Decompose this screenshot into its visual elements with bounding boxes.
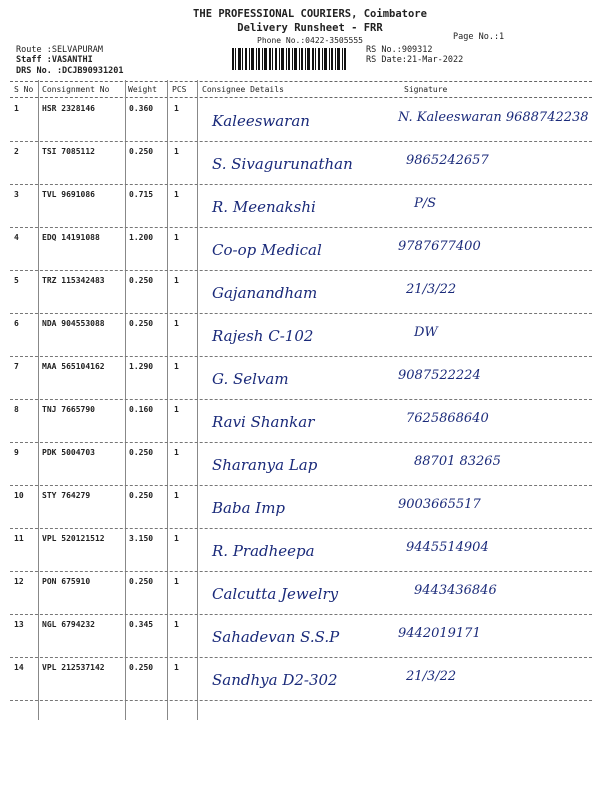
row-sno: 3	[14, 190, 19, 199]
row-consignee-handwritten: Gajanandham	[212, 284, 318, 302]
row-consignee-handwritten: Ravi Shankar	[212, 413, 315, 431]
row-divider	[10, 657, 592, 658]
col-sno: S No	[14, 85, 34, 94]
row-consignment: NGL 6794232	[42, 620, 95, 629]
col-signature: Signature	[404, 85, 448, 94]
row-sno: 10	[14, 491, 24, 500]
row-pcs: 1	[174, 534, 179, 543]
row-consignment: PON 675910	[42, 577, 91, 586]
column-rule	[38, 80, 39, 720]
row-divider	[10, 184, 592, 185]
row-pcs: 1	[174, 233, 179, 242]
row-signature-handwritten: 7625868640	[406, 411, 489, 426]
row-pcs: 1	[174, 405, 179, 414]
drs-number: DRS No. :DCJB90931201	[16, 66, 124, 76]
row-divider	[10, 571, 592, 572]
row-sno: 1	[14, 104, 19, 113]
row-divider	[10, 313, 592, 314]
row-divider	[10, 227, 592, 228]
staff-label: Staff :VASANTHI	[16, 55, 93, 65]
row-signature-handwritten: 21/3/22	[406, 669, 457, 684]
row-divider	[10, 614, 592, 615]
row-divider	[10, 700, 592, 701]
row-signature-handwritten: 9445514904	[406, 540, 489, 555]
barcode	[232, 48, 346, 70]
row-consignee-handwritten: S. Sivagurunathan	[212, 155, 353, 173]
row-signature-handwritten: 9443436846	[414, 583, 497, 598]
row-weight: 0.360	[129, 104, 154, 113]
row-weight: 0.715	[129, 190, 154, 199]
row-consignee-handwritten: Kaleeswaran	[212, 112, 310, 130]
row-consignment: PDK 5004703	[42, 448, 95, 457]
row-consignee-handwritten: Co-op Medical	[212, 241, 322, 259]
row-sno: 4	[14, 233, 19, 242]
sheet-title: Delivery Runsheet - FRR	[237, 22, 383, 34]
row-sno: 14	[14, 663, 24, 672]
row-consignment: STY 764279	[42, 491, 91, 500]
row-weight: 1.200	[129, 233, 154, 242]
row-signature-handwritten: 9003665517	[398, 497, 481, 512]
route-label: Route :SELVAPURAM	[16, 45, 103, 55]
row-pcs: 1	[174, 577, 179, 586]
row-sno: 8	[14, 405, 19, 414]
row-weight: 1.290	[129, 362, 154, 371]
row-sno: 7	[14, 362, 19, 371]
row-weight: 0.250	[129, 577, 154, 586]
row-weight: 0.250	[129, 491, 154, 500]
row-consignee-handwritten: Sandhya D2-302	[212, 671, 338, 689]
row-divider	[10, 141, 592, 142]
col-consignment: Consignment No	[42, 85, 110, 94]
row-signature-handwritten: DW	[414, 325, 438, 340]
col-consignee: Consignee Details	[202, 85, 284, 94]
row-weight: 0.345	[129, 620, 154, 629]
row-sno: 6	[14, 319, 19, 328]
row-signature-handwritten: 9087522224	[398, 368, 481, 383]
row-weight: 0.250	[129, 448, 154, 457]
header-divider-top	[10, 81, 592, 82]
column-rule	[197, 80, 198, 720]
row-pcs: 1	[174, 491, 179, 500]
rs-date: RS Date:21-Mar-2022	[366, 55, 464, 65]
row-consignee-handwritten: G. Selvam	[212, 370, 289, 388]
row-pcs: 1	[174, 147, 179, 156]
row-consignee-handwritten: R. Pradheepa	[212, 542, 315, 560]
row-weight: 0.250	[129, 663, 154, 672]
row-divider	[10, 528, 592, 529]
row-divider	[10, 485, 592, 486]
row-weight: 3.150	[129, 534, 154, 543]
row-pcs: 1	[174, 448, 179, 457]
row-pcs: 1	[174, 190, 179, 199]
row-signature-handwritten: 21/3/22	[406, 282, 457, 297]
row-consignment: VPL 212537142	[42, 663, 105, 672]
col-pcs: PCS	[172, 85, 187, 94]
row-signature-handwritten: P/S	[414, 196, 437, 211]
row-sno: 9	[14, 448, 19, 457]
row-weight: 0.250	[129, 319, 154, 328]
phone-number: Phone No.:0422-3505555	[257, 36, 363, 45]
row-weight: 0.250	[129, 147, 154, 156]
row-pcs: 1	[174, 319, 179, 328]
row-consignee-handwritten: Calcutta Jewelry	[212, 585, 339, 603]
row-consignment: MAA 565104162	[42, 362, 105, 371]
row-sno: 12	[14, 577, 24, 586]
row-weight: 0.250	[129, 276, 154, 285]
row-weight: 0.160	[129, 405, 154, 414]
header-divider-bottom	[10, 97, 592, 98]
row-divider	[10, 442, 592, 443]
row-consignment: VPL 520121512	[42, 534, 105, 543]
row-consignment: TVL 9691086	[42, 190, 95, 199]
rs-number: RS No.:909312	[366, 45, 433, 55]
row-divider	[10, 270, 592, 271]
row-pcs: 1	[174, 276, 179, 285]
row-signature-handwritten: N. Kaleeswaran 9688742238	[398, 110, 589, 125]
row-signature-handwritten: 9787677400	[398, 239, 481, 254]
row-consignee-handwritten: R. Meenakshi	[212, 198, 316, 216]
row-signature-handwritten: 88701 83265	[414, 454, 501, 469]
row-consignee-handwritten: Rajesh C-102	[212, 327, 314, 345]
row-consignment: TSI 7085112	[42, 147, 95, 156]
row-pcs: 1	[174, 362, 179, 371]
company-title: THE PROFESSIONAL COURIERS, Coimbatore	[193, 8, 427, 20]
row-consignee-handwritten: Baba Imp	[212, 499, 286, 517]
row-signature-handwritten: 9442019171	[398, 626, 481, 641]
row-consignment: HSR 2328146	[42, 104, 95, 113]
row-sno: 11	[14, 534, 24, 543]
row-consignee-handwritten: Sahadevan S.S.P	[212, 628, 340, 646]
row-pcs: 1	[174, 620, 179, 629]
row-pcs: 1	[174, 104, 179, 113]
row-consignee-handwritten: Sharanya Lap	[212, 456, 318, 474]
row-consignment: TNJ 7665790	[42, 405, 95, 414]
row-consignment: NDA 904553088	[42, 319, 105, 328]
row-signature-handwritten: 9865242657	[406, 153, 489, 168]
row-sno: 5	[14, 276, 19, 285]
page-number: Page No.:1	[453, 32, 505, 42]
row-consignment: EDQ 14191088	[42, 233, 100, 242]
row-consignment: TRZ 115342483	[42, 276, 105, 285]
row-pcs: 1	[174, 663, 179, 672]
col-weight: Weight	[128, 85, 157, 94]
column-rule	[125, 80, 126, 720]
row-sno: 13	[14, 620, 24, 629]
column-rule	[167, 80, 168, 720]
row-sno: 2	[14, 147, 19, 156]
row-divider	[10, 399, 592, 400]
row-divider	[10, 356, 592, 357]
